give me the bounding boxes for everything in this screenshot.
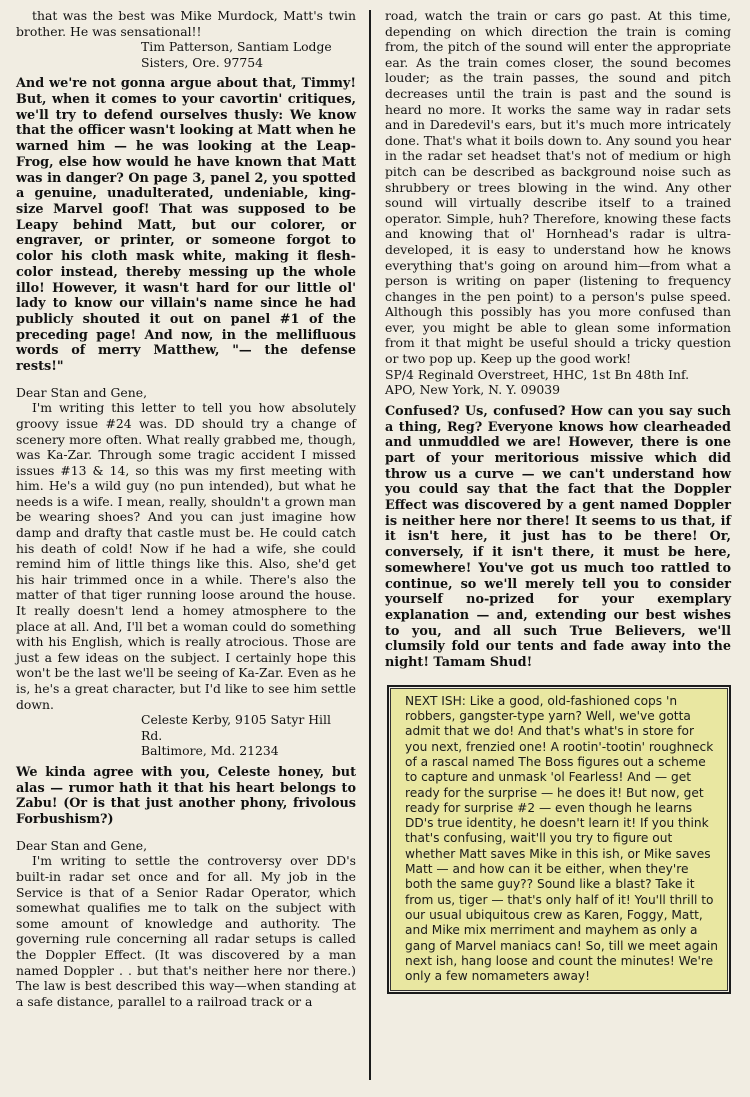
signature-2-name: Celeste Kerby, 9105 Satyr Hill Rd.: [141, 712, 331, 743]
column-divider: [369, 10, 371, 1080]
editor-reply-2: We kinda agree with you, Celeste honey, but alas — rumor hath it that his heart belongs to Zabu! (Or is that just another phony, frivolous Forbushism?): [16, 764, 356, 828]
left-column: [16, 8, 356, 1009]
letter-3-body: I'm writing to settle the controversy over DD's built-in radar set once and for all. My job in the Service is that of a Senior Radar Operator, which somewhat qualifies me to talk on the subject with some amount of knowledge and authority. The governing rule concerning all radar setups is called the Doppler Effect. (It was discovered by a man named Doppler . . but that's neither here nor there.) The law is best described this way—when standing at a safe distance, parallel to a railroad track or a: [16, 853, 356, 1009]
next-issue-box: [387, 685, 731, 995]
signature-2-address: Baltimore, Md. 21234: [141, 743, 279, 759]
editor-reply-3: Confused? Us, confused? How can you say such a thing, Reg? Everyone knows how clearheaded and unmuddled we are! However, there is one part of your meritorious missive which did throw us a curve — we can't understand how you could say that the fact that the Doppler Effect was discovered by a gent named Doppler is neither here nor there! It seems to us that, if it isn't here, it just has to be there! Or, conversely, if it isn't there, it must be here, somewhere! You've got us much too rattled to continue, so we'll merely tell you to consider yourself no-prized for your exemplary explanation — and, extending our best wishes to you, and all such True Believers, we'll clumsily fold our tents and fade away into the night! Tamam Shud!: [385, 403, 731, 671]
editor-reply-1: And we're not gonna argue about that, Timmy! But, when it comes to your cavortin' critiques, we'll try to defend ourselves thusly: We know that the officer wasn't looking at Matt when he warned him — he was looking at the Leap-Frog, else how would he have known that Matt was in danger? On page 3, panel 2, you spotted a genuine, unadulterated, undeniable, king-size Marvel goof! That was supposed to be Leapy behind Matt, but our colorer, or engraver, or printer, or someone forgot to color his cloth mask white, making it flesh-color instead, thereby messing up the whole illo! However, it wasn't hard for our little ol' lady to know our villain's name since he had publicly shouted it out on panel #1 of the preceding page! And now, in the mellifluous words of merry Matthew, "— the defense rests!": [16, 76, 356, 375]
signature-1-name: Tim Patterson, Santiam Lodge: [141, 39, 332, 55]
signature-3-name: SP/4 Reginald Overstreet, HHC, 1st Bn 48th Inf.: [385, 366, 690, 382]
salutation-3: Dear Stan and Gene,: [16, 837, 148, 853]
letter-3-continued: road, watch the train or cars go past. At this time, depending on which direction the train is coming from, the pitch of the sound will enter the appropriate ear. As the train comes closer, the sound becomes louder; as the train passes, the sound and pitch decreases until the train is past and the sound is heard no more. It works the same way in radar sets and in Daredevil's ears, but it's much more intricately done. That's what it boils down to. Any sound you hear in the radar set headset that's not of medium or high pitch can be described as background noise such as shrubbery or trees blowing in the wind. Any other sound will virtually describe itself to a trained operator. Simple, huh? Therefore, knowing these facts and knowing that ol' Hornhead's radar is ultra-developed, it is easy to understand how he knows everything that's going on around him—from what a person is writing on paper (listening to frequency changes in the pen point) to a person's pulse speed. Although this possibly has you more confused than ever, you might be able to glean some information from it that might be useful should a tricky question or two pop up. Keep up the good work!: [385, 8, 731, 367]
right-column: [385, 8, 731, 994]
signature-1-address: Sisters, Ore. 97754: [141, 54, 263, 70]
letter-1-tail: that was the best was Mike Murdock, Matt's twin brother. He was sensational!!: [16, 8, 356, 39]
letter-2-body: I'm writing this letter to tell you how absolutely groovy issue #24 was. DD should try a change of scenery more often. What really grabbed me, though, was Ka-Zar. Through some tragic accident I missed issues #13 & 14, so this was my first meeting with him. He's a wild guy (no pun intended), but what he needs is a wife. I mean, really, shouldn't a grown man be wearing shoes? And you can just imagine how damp and drafty that castle must be. He could catch his death of cold! Now if he had a wife, she could remind him of little things like this. Also, she'd get his hair trimmed once in a while. There's also the matter of that tiger running loose around the house. It really doesn't lend a homey atmosphere to the place at all. And, I'll bet a woman could do something with his English, which is really atrocious. Those are just a few ideas on the subject. I certainly hope this won't be the last we'll be seeing of Ka-Zar. Even as he is, he's a great character, but I'd like to see him settle down.: [16, 400, 356, 712]
salutation-2: Dear Stan and Gene,: [16, 384, 148, 400]
signature-3-address: APO, New York, N. Y. 09039: [385, 382, 560, 398]
next-issue-text: NEXT ISH: Like a good, old-fashioned cops 'n robbers, gangster-type yarn? Well, we've gotta admit that we do! And that's what's in store for you next, frenzied one! A rootin'-tootin' roughneck of a rascal named The Boss figures out a scheme to capture and unmask 'ol Fearless! And — get ready for the surprise — he does it! But now, get ready for surprise #2 — even though he learns DD's true identity, he doesn't learn it! If you think that's confusing, wait'll you try to figure out whether Matt saves Mike in this ish, or Mike saves Matt — and how can it be either, when they're both the same guy?? Sound like a blast? Take it from us, tiger — that's only half of it! You'll thrill to our usual ubiquitous crew as Karen, Foggy, Matt, and Mike mix merriment and mayhem as only a gang of Marvel maniacs can! So, till we meet again next ish, hang loose and count the minutes! We're only a few nomameters away!: [390, 688, 728, 992]
